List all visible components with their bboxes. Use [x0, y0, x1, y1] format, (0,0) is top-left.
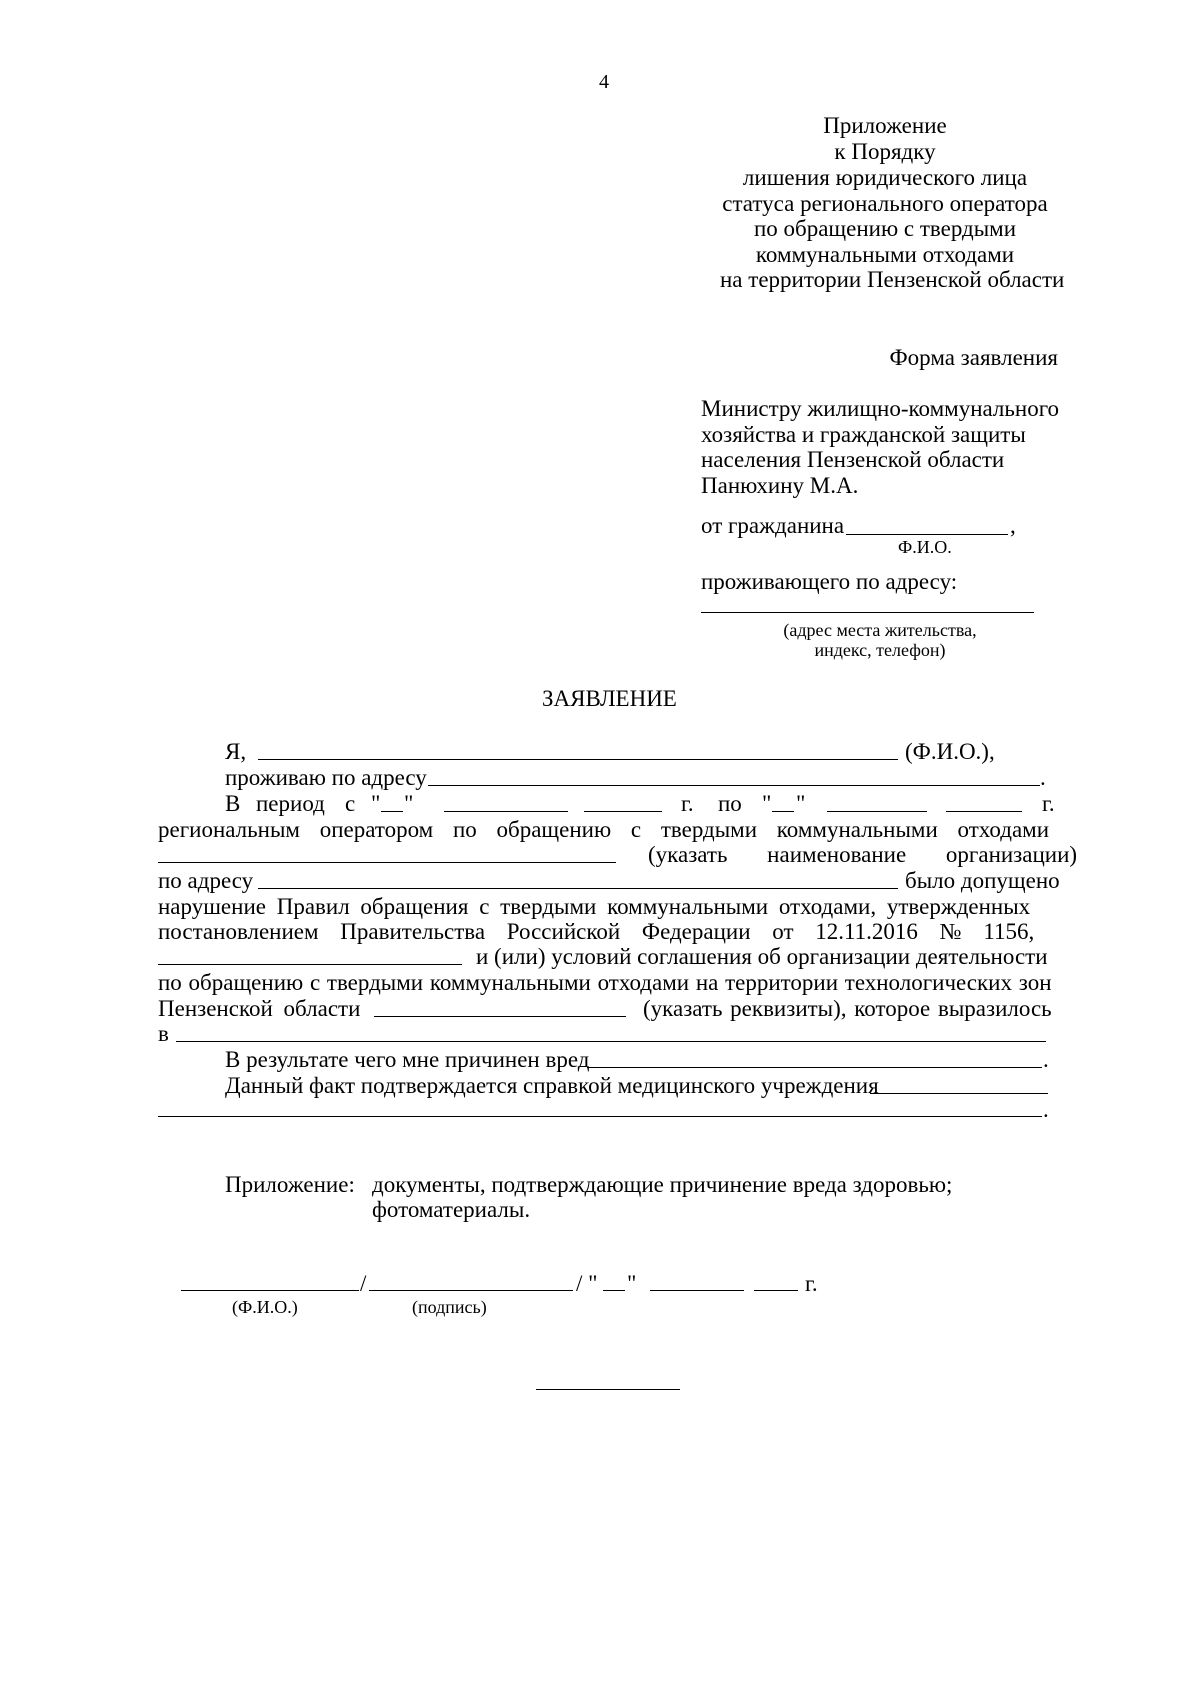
signer-fio-field[interactable]	[181, 1290, 359, 1291]
fio-field[interactable]	[846, 534, 1008, 535]
appendix-line: на территории Пензенской области	[720, 267, 1065, 292]
period: .	[1043, 1097, 1049, 1122]
body-text: Данный факт подтверждается справкой медицинского учреждения	[225, 1073, 879, 1098]
body-text: по адресу	[158, 868, 254, 893]
date-from-day-field[interactable]	[381, 811, 403, 812]
body-text: с	[345, 791, 356, 816]
signature-caption: (подпись)	[412, 1297, 487, 1317]
appendix-line: статуса регионального оператора	[722, 191, 1048, 216]
date-to-month-field[interactable]	[827, 811, 927, 812]
body-text: "	[796, 791, 806, 816]
resolution-requisites-field[interactable]	[158, 964, 462, 965]
address-label: проживающего по адресу:	[701, 569, 958, 594]
body-text: В	[225, 791, 241, 816]
harm-description-field[interactable]	[587, 1067, 1042, 1068]
body-text: было допущено	[905, 868, 1060, 893]
applicant-fio-field[interactable]	[258, 759, 898, 760]
page-number: 4	[599, 71, 609, 93]
signature-quote: "	[627, 1271, 637, 1296]
body-text: региональным оператором по обращению с твердыми коммунальными отходами	[158, 817, 1050, 842]
body-text: нарушение Правил обращения с твердыми коммунальными отходами, утвержденных	[158, 894, 1031, 919]
body-text: (Ф.И.О.),	[905, 739, 995, 764]
signature-field[interactable]	[369, 1290, 573, 1291]
body-text: период	[256, 791, 325, 816]
date-to-day-field[interactable]	[772, 811, 794, 812]
form-title: Форма заявления	[889, 345, 1058, 370]
closing-divider	[536, 1389, 680, 1390]
appendix-line: коммунальными отходами	[755, 242, 1015, 267]
date-from-month-field[interactable]	[444, 811, 568, 812]
period: .	[1040, 765, 1046, 790]
signature-day-field[interactable]	[603, 1290, 625, 1291]
comma: ,	[1010, 513, 1016, 538]
applicant-address-field[interactable]	[428, 785, 1040, 786]
body-text: по обращению с твердыми коммунальными отходами на территории технологических зон	[158, 970, 1052, 995]
body-text: г.	[1042, 791, 1055, 816]
organization-address-field[interactable]	[258, 888, 898, 889]
attachment-item: документы, подтверждающие причинение вреда здоровью;	[372, 1172, 953, 1197]
appendix-line: по обращению с твердыми	[753, 216, 1017, 241]
date-to-year-field[interactable]	[946, 811, 1022, 812]
appendix-line: к Порядку	[834, 139, 936, 164]
agreement-requisites-field[interactable]	[374, 1016, 626, 1017]
date-from-year-field[interactable]	[584, 811, 662, 812]
body-text: (указать реквизиты), которое выразилось	[643, 996, 1052, 1021]
body-text: Я,	[225, 739, 247, 764]
body-text: В результате чего мне причинен вред	[225, 1047, 590, 1072]
addressee-line: населения Пензенской области	[701, 447, 1005, 472]
period: .	[1043, 1047, 1049, 1072]
medical-certificate-field-continued[interactable]	[158, 1116, 1042, 1117]
body-text: (указать наименование организации)	[648, 842, 1078, 867]
signature-separator: /	[360, 1271, 367, 1296]
addressee-line: Панюхину М.А.	[701, 473, 859, 498]
fio-caption: Ф.И.О.	[898, 537, 952, 557]
organization-name-field[interactable]	[158, 862, 616, 863]
address-caption: индекс, телефон)	[814, 640, 946, 660]
appendix-line: Приложение	[823, 113, 947, 138]
signature-year-field[interactable]	[754, 1290, 798, 1291]
body-text: по	[718, 791, 742, 816]
body-text: г.	[681, 791, 694, 816]
signature-separator: / "	[576, 1271, 598, 1296]
address-field[interactable]	[701, 612, 1034, 613]
body-text: "	[371, 791, 381, 816]
attachments-label: Приложение:	[225, 1172, 355, 1197]
appendix-line: лишения юридического лица	[742, 165, 1028, 190]
signature-month-field[interactable]	[650, 1290, 744, 1291]
signer-fio-caption: (Ф.И.О.)	[232, 1297, 298, 1317]
body-text: и (или) условий соглашения об организации деятельности	[476, 944, 1048, 969]
addressee-line: хозяйства и гражданской защиты	[701, 422, 1026, 447]
from-label: от гражданина	[701, 513, 845, 538]
body-text: постановлением Правительства Российской Федерации от 12.11.2016 № 1156,	[158, 919, 1035, 944]
violation-description-field[interactable]	[176, 1041, 1046, 1042]
body-text: "	[762, 791, 772, 816]
addressee-line: Министру жилищно-коммунального	[701, 396, 1060, 421]
body-text: в	[158, 1021, 169, 1046]
address-caption: (адрес места жительства,	[783, 620, 977, 640]
body-text: "	[404, 791, 414, 816]
body-text: Пензенской области	[158, 996, 361, 1021]
medical-certificate-field[interactable]	[870, 1093, 1048, 1094]
statement-heading: ЗАЯВЛЕНИЕ	[542, 686, 677, 711]
attachment-item: фотоматериалы.	[372, 1197, 531, 1222]
signature-year-suffix: г.	[805, 1271, 818, 1296]
body-text: проживаю по адресу	[225, 765, 427, 790]
